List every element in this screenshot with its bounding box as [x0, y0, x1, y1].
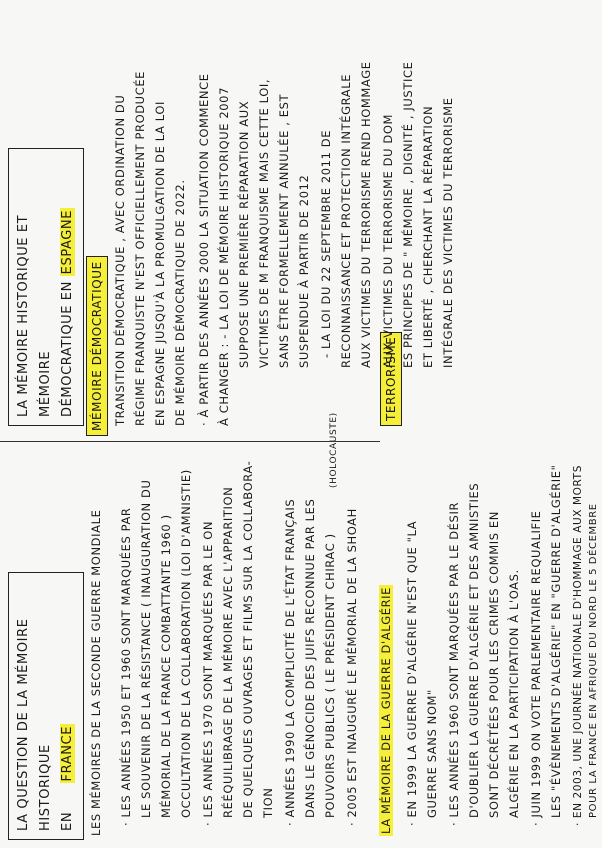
france-title-line2	[57, 581, 79, 831]
france-line-11: POUVOIRS PUBLICS ( LE PRÉSIDENT CHIRAC )	[323, 533, 337, 818]
terrorisme-label: TERRORISME	[380, 332, 402, 426]
spain-title-line2	[57, 157, 79, 417]
france-line-12: · 2005 EST INAUGURÉ LE MÉMORIAL DE LA SHOAH	[345, 508, 359, 826]
france-line-2: LE SOUVENIR DE LA RÉSISTANCE ( INAUGURATION DU	[139, 479, 153, 818]
france-column	[0, 412, 602, 848]
spain-line-15: ES PRINCIPES DE " MÉMOIRE , DIGNITÉ , JUSTICE	[401, 61, 415, 368]
france-line-22: · EN 2003, UNE JOURNÉE NATIONALE D'HOMMAGE AUX MORTS	[572, 465, 584, 826]
france-line-21: LES "ÉVÈNEMENTS D'ALGÉRIE" EN "GUERRE D'ALGÉRIE"	[549, 464, 563, 818]
france-line-20: · JUIN 1999 ON VOTE PARLEMENTAIRE REQUALIFIE	[529, 510, 543, 826]
france-line-3: MÉMORIAL DE LA FRANCE COMBATTANTE 1960 )	[159, 514, 173, 818]
france-line-9: · ANNÉES 1990 LA COMPLICITÉ DE L'ÉTAT FRANÇAIS	[283, 498, 297, 826]
spain-line-13: AUX VICTIMES DU TERRORISME REND HOMMAGE	[359, 61, 373, 368]
france-line-5: · LES ANNÉES 1970 SONT MARQUÉES PAR LE ON	[201, 520, 215, 826]
spain-line-14: AUX VICTIMES DU TERRORISME DU DOM	[381, 114, 395, 368]
france-line-18: SONT DÉCRÉTÉES POUR LES CRIMES COMMIS EN	[487, 511, 501, 818]
spain-line-12: RECONNAISSANCE ET PROTECTION INTÉGRALE	[339, 73, 353, 368]
spain-line-2: RÉGIME FRANQUISTE N'EST OFFICIELLEMENT PRODUCÉE	[133, 70, 147, 426]
france-line-23: POUR LA FRANCE EN AFRIQUE DU NORD LE 5 DÉCEMBRE	[588, 503, 599, 818]
spain-line-4: DE MÉMOIRE DÉMOCRATIQUE DE 2022.	[173, 179, 187, 426]
spain-line-10: SUSPENDUE À PARTIR DE 2012	[297, 174, 311, 368]
column-divider	[0, 441, 380, 442]
france-line-6: RÉÉQUILIBRAGE DE LA MÉMOIRE AVEC L'APPARITION	[221, 486, 235, 818]
france-algeria-heading-text: LA MÉMOIRE DE LA GUERRE D'ALGÉRIE	[379, 586, 393, 834]
france-intro-text: LES MÉMOIRES DE LA SECONDE GUERRE MONDIALE	[89, 509, 103, 836]
spain-line-6: À CHANGER : - LA LOI DE MÉMOIRE HISTORIQUE 2007	[217, 86, 231, 426]
spain-line-3: EN ESPAGNE JUSQU'À LA PROMULGATION DE LA LOI	[153, 101, 167, 426]
spain-line-1: TRANSITION DÉMOCRATIQUE , AVEC ORDINATION DU	[113, 94, 127, 426]
memoire-democratique-label: MÉMOIRE DÉMOCRATIQUE	[86, 256, 108, 436]
spain-title-highlight: ESPAGNE	[60, 209, 75, 275]
spain-title-box	[8, 148, 84, 426]
spain-line-9: SANS ÊTRE FORMELLEMENT ANNULÉE , EST	[277, 93, 291, 368]
france-title-box	[8, 572, 84, 840]
spain-title-line1: LA MÉMOIRE HISTORIQUE ET MÉMOIRE	[16, 214, 53, 417]
france-title-prefix: EN	[60, 811, 75, 831]
france-holocaust-label: (HOLOCAUSTE)	[329, 412, 339, 488]
spain-line-7: SUPPOSE UNE PREMIÈRE RÉPARATION AUX	[237, 100, 251, 368]
france-title-highlight: FRANCE	[60, 725, 75, 782]
spain-title-prefix: DÉMOCRATIQUE EN	[60, 281, 75, 417]
france-line-10: DANS LE GÉNOCIDE DES JUIFS RECONNUE PAR LES	[303, 498, 317, 818]
france-line-1: · LES ANNÉES 1950 ET 1960 SONT MARQUÉES PAR	[119, 507, 133, 826]
spain-line-8: VICTIMES DE M FRANQUISME MAIS CETTE LOI,	[257, 78, 271, 368]
france-line-19: ALGÉRIE EN LA PARTICIPATION À L'OAS.	[507, 569, 521, 818]
spain-line-5: · À PARTIR DES ANNÉES 2000 LA SITUATION COMMENCE	[197, 73, 211, 426]
france-algeria-heading	[378, 585, 394, 836]
spain-line-16: ET LIBERTÉ , CHERCHANT LA RÉPARATION	[421, 105, 435, 368]
france-line-7: DE QUELQUES OUVRAGES ET FILMS SUR LA COLLABORA-	[241, 460, 255, 818]
france-line-8: TION	[261, 787, 275, 818]
spain-line-17: INTÉGRALE DES VICTIMES DU TERRORISME	[441, 97, 455, 368]
france-line-15: GUERRE SANS NOM"	[425, 689, 439, 818]
france-line-17: D'OUBLIER LA GUERRE D'ALGÉRIE ET DES AMNISTIES	[467, 482, 481, 818]
france-intro	[88, 510, 104, 836]
france-line-4: OCCULTATION DE LA COLLABORATION (LOI D'AMNISTIE)	[179, 469, 193, 818]
france-line-16: · LES ANNÉES 1960 SONT MARQUÉES PAR LE DÉSIR	[447, 501, 461, 826]
france-title-line1: LA QUESTION DE LA MÉMOIRE HISTORIQUE	[16, 618, 53, 831]
spain-line-11: - LA LOI DU 22 SEPTEMBRE 2011 DE	[319, 129, 333, 358]
france-line-14: · EN 1999 LA GUERRE D'ALGÉRIE N'EST QUE "LA	[405, 520, 419, 826]
